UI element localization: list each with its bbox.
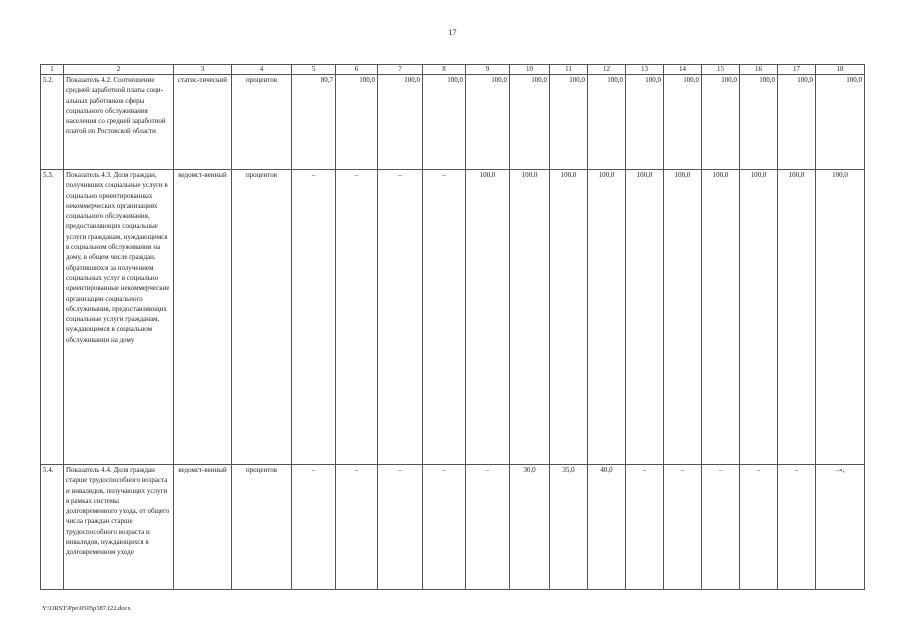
indicator-name: Показатель 4.3. Доля граждан, получивших социальные услуги в социально ориентированных некоммерческих организациях социального обслуживания, предоставляющих социальные услуги гражданам, нуждающимся в социальном обслуживании на дому, в общем числе граждан, обратившихся за получением социальных услуг в социально ориентированные некоммерческие организации социального обслуживания, предоставляющих социальные услуги гражданам, нуждающимся в социальном обслуживании на дому: [64, 170, 174, 465]
indicator-name: Показатель 4.2. Соотношение средней заработной платы соци-альных работников сферы социального обслуживания населения со средней заработной платой по Ростовской области: [64, 75, 174, 170]
value-cell: 35,0: [550, 465, 588, 590]
col-header: 8: [423, 65, 466, 75]
value-cell: 100,0: [588, 170, 626, 465]
col-header: 12: [588, 65, 626, 75]
value-cell: 100,0: [510, 170, 550, 465]
value-cell: 40,0: [588, 465, 626, 590]
value-cell: 100,0: [702, 170, 740, 465]
value-cell: –: [702, 465, 740, 590]
value-cell: –: [292, 170, 336, 465]
col-header: 1: [41, 65, 64, 75]
col-header: 18: [816, 65, 865, 75]
value-cell: 100,0: [550, 75, 588, 170]
page-number: 17: [448, 28, 457, 37]
col-header: 11: [550, 65, 588, 75]
column-number-row: [41, 65, 865, 75]
col-header: 15: [702, 65, 740, 75]
table-row: [41, 465, 865, 590]
value-cell: –: [778, 465, 816, 590]
indicator-type: ведомст-венный: [174, 170, 232, 465]
value-cell: 100,0: [664, 75, 702, 170]
value-cell: 100,0: [378, 75, 423, 170]
indicators-table: [40, 64, 865, 590]
row-number: 5.2.: [41, 75, 64, 170]
col-header: 3: [174, 65, 232, 75]
unit: процентов: [232, 75, 292, 170]
unit: процентов: [232, 170, 292, 465]
col-header: 9: [466, 65, 510, 75]
value-cell: 100,0: [626, 75, 664, 170]
table-row: [41, 75, 865, 170]
value-cell: 80,7: [292, 75, 336, 170]
value-cell: 100,0: [550, 170, 588, 465]
value-cell: 100,0: [510, 75, 550, 170]
row-number: 5.3.: [41, 170, 64, 465]
value-cell: –: [336, 170, 378, 465]
value-cell: 30,0: [510, 465, 550, 590]
value-cell: –: [378, 170, 423, 465]
value-cell: 100,0: [816, 75, 865, 170]
col-header: 7: [378, 65, 423, 75]
col-header: 17: [778, 65, 816, 75]
unit: процентов: [232, 465, 292, 590]
value-cell: 100,0: [466, 75, 510, 170]
value-cell: 100,0: [702, 75, 740, 170]
value-cell: –»,: [816, 465, 865, 590]
col-header: 14: [664, 65, 702, 75]
value-cell: –: [466, 465, 510, 590]
col-header: 13: [626, 65, 664, 75]
value-cell: 100,0: [778, 170, 816, 465]
col-header: 16: [740, 65, 778, 75]
value-cell: –: [664, 465, 702, 590]
value-cell: 100,0: [740, 170, 778, 465]
col-header: 4: [232, 65, 292, 75]
value-cell: 100,0: [664, 170, 702, 465]
value-cell: 100,0: [740, 75, 778, 170]
value-cell: 100,0: [336, 75, 378, 170]
value-cell: –: [292, 465, 336, 590]
value-cell: –: [626, 465, 664, 590]
value-cell: –: [378, 465, 423, 590]
value-cell: 100,0: [423, 75, 466, 170]
indicator-type: статис-тический: [174, 75, 232, 170]
value-cell: 100,0: [588, 75, 626, 170]
col-header: 2: [64, 65, 174, 75]
value-cell: –: [423, 170, 466, 465]
value-cell: 100,0: [466, 170, 510, 465]
indicator-name: Показатель 4.4. Доля граждан старше трудоспособного возраста и инвалидов, получающих услуги в рамках системы долговременного ухода, от общего числа граждан старше трудоспособного возраста и инвалидов, нуждающихся в долговременном уходе: [64, 465, 174, 590]
value-cell: 100,0: [816, 170, 865, 465]
col-header: 6: [336, 65, 378, 75]
footer-file-path: Y:\ORST\Ppo\0505p387.f22.docx: [42, 605, 131, 612]
col-header: 10: [510, 65, 550, 75]
value-cell: 100,0: [778, 75, 816, 170]
value-cell: –: [336, 465, 378, 590]
table-row: [41, 170, 865, 465]
value-cell: 100,0: [626, 170, 664, 465]
indicator-type: ведомст-венный: [174, 465, 232, 590]
value-cell: –: [740, 465, 778, 590]
value-cell: –: [423, 465, 466, 590]
col-header: 5: [292, 65, 336, 75]
row-number: 5.4.: [41, 465, 64, 590]
